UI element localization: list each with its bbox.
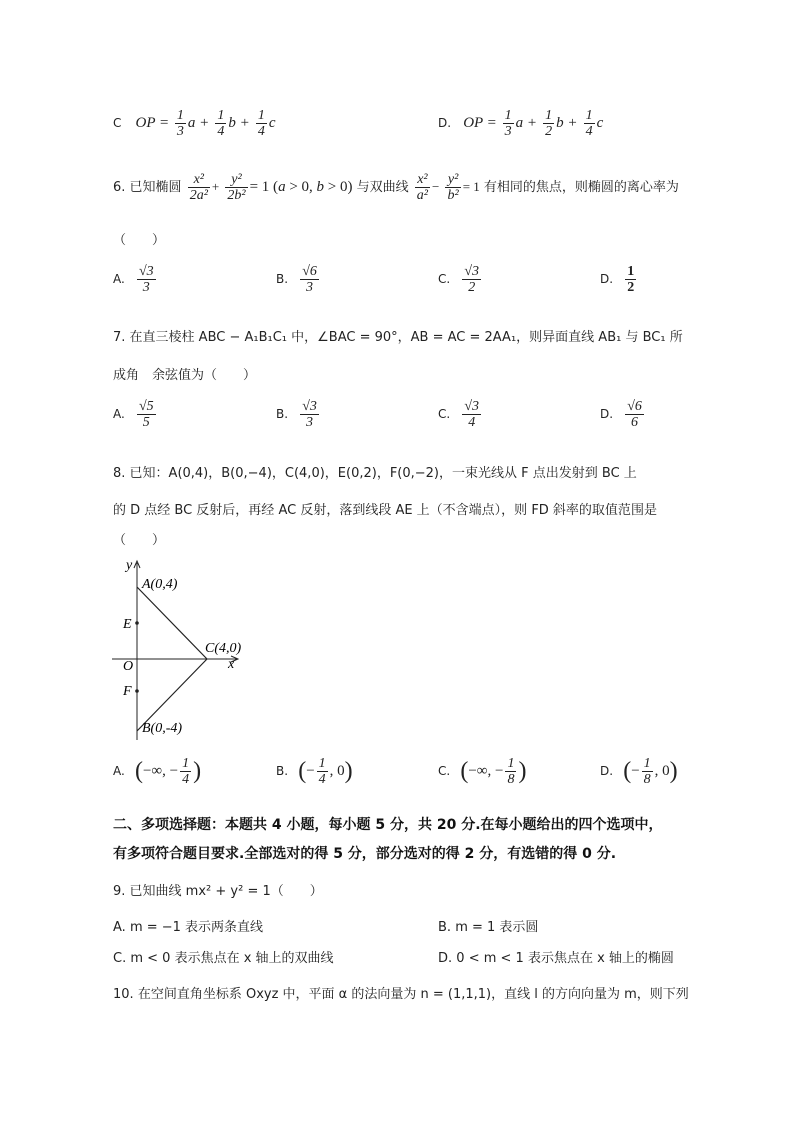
q7-option-b: B. $\frac{√3}{3}$ bbox=[276, 399, 317, 430]
segment-ac bbox=[137, 587, 207, 659]
q8-figure bbox=[112, 555, 252, 745]
q6-option-c: C. $\frac{√3}{2}$ bbox=[438, 264, 480, 295]
fraction: $\frac{1}{8}$ bbox=[643, 756, 651, 787]
fraction: $\frac{√3}{2}$ bbox=[464, 264, 480, 295]
answer-paren: （ ） bbox=[113, 233, 166, 248]
fraction: $\frac{\text{x²}}{\text{a²}}$ bbox=[416, 172, 428, 203]
section-heading-line2: 有多项符合题目要求.全部选对的得 5 分，部分选对的得 2 分，有选错的得 0 分. bbox=[113, 846, 617, 862]
q9-option-d: D. 0 < m < 1 表示焦点在 x 轴上的椭圆 bbox=[438, 951, 674, 966]
q7-option-d: D. $\frac{√6}{6}$ bbox=[600, 399, 642, 430]
q6-option-d: D. $\frac{1}{2}$ bbox=[600, 264, 635, 295]
fraction: $\frac{1}{4}$ bbox=[217, 108, 225, 139]
origin-label: O bbox=[123, 659, 134, 674]
q6-option-a: A. $\frac{√3}{3}$ bbox=[113, 264, 154, 295]
fraction: $\frac{√3}{3}$ bbox=[302, 399, 317, 430]
fraction: $\frac{\text{y²}}{\text{b²}}$ bbox=[447, 172, 459, 203]
section-heading-line1: 二、多项选择题：本题共 4 小题，每小题 5 分，共 20 分.在每小题给出的四个选项中， bbox=[113, 817, 663, 833]
answer-paren: （ ） bbox=[113, 533, 166, 548]
point-c-label: C(4,0) bbox=[205, 641, 242, 656]
q5-option-d: D. OP = $\frac{1}{3}$ a + $\frac{1}{2}$ b + $\frac{1}{4}$ c bbox=[438, 108, 604, 139]
q7-stem-line2: 成角 余弦值为（ ） bbox=[113, 368, 257, 383]
fraction: $\frac{√5}{5}$ bbox=[138, 399, 154, 430]
q9-stem: 9. 已知曲线 mx² + y² = 1（ ） bbox=[113, 884, 323, 899]
q7-stem-line1: 7. 在直三棱柱 ABC − A₁B₁C₁ 中，∠BAC = 90°，AB = AC = 2AA₁，则异面直线 AB₁ 与 BC₁ 所 bbox=[113, 330, 683, 345]
fraction: $\frac{√6}{6}$ bbox=[627, 399, 642, 430]
fraction: $\frac{1}{4}$ bbox=[585, 108, 593, 139]
fraction: $\frac{\text{x²}}{\text{2a²}}$ bbox=[189, 172, 208, 203]
point-a-label: A(0,4) bbox=[142, 577, 178, 592]
option-label: D. bbox=[438, 116, 452, 130]
question-number: 6. bbox=[113, 180, 126, 195]
q8-option-a: A. (−∞, − $\frac{1}{4}$ ) bbox=[113, 756, 202, 787]
vector-op: OP = bbox=[135, 115, 173, 131]
q10-stem: 10. 在空间直角坐标系 Oxyz 中，平面 α 的法向量为 n = (1,1,1)，直线 l 的方向向量为 m，则下列 bbox=[113, 987, 689, 1002]
fraction: $\frac{1}{4}$ bbox=[182, 756, 190, 787]
fraction: $\frac{1}{4}$ bbox=[318, 756, 326, 787]
q8-option-c: C. (−∞, − $\frac{1}{8}$ ) bbox=[438, 756, 527, 787]
question-number: 10. bbox=[113, 987, 134, 1002]
q8-stem-line1: 8. 已知：A(0,4)，B(0,−4)，C(4,0)，E(0,2)，F(0,−2)，一束光线从 F 点出发射到 BC 上 bbox=[113, 466, 637, 481]
q9-option-a: A. m = −1 表示两条直线 bbox=[113, 920, 264, 935]
point-f bbox=[135, 689, 139, 693]
q7-option-a: A. $\frac{√5}{5}$ bbox=[113, 399, 154, 430]
fraction: $\frac{√3}{4}$ bbox=[464, 399, 480, 430]
q9-option-b: B. m = 1 表示圆 bbox=[438, 920, 539, 935]
point-f-label: F bbox=[123, 684, 132, 699]
fraction: $\frac{√6}{3}$ bbox=[302, 264, 317, 295]
point-e-label: E bbox=[123, 617, 132, 632]
q6-option-b: B. $\frac{√6}{3}$ bbox=[276, 264, 317, 295]
q6-text-c: 有相同的焦点，则椭圆的离心率为 bbox=[483, 180, 679, 195]
fraction: $\frac{1}{2}$ bbox=[545, 108, 553, 139]
fraction: $\frac{1}{4}$ bbox=[257, 108, 265, 139]
point-b-label: B(0,-4) bbox=[142, 721, 183, 736]
q9-option-c: C. m < 0 表示焦点在 x 轴上的双曲线 bbox=[113, 951, 334, 966]
fraction: $\frac{1}{3}$ bbox=[504, 108, 512, 139]
q7-option-c: C. $\frac{√3}{4}$ bbox=[438, 399, 480, 430]
q8-option-d: D. (− $\frac{1}{8}$ , 0) bbox=[600, 756, 678, 787]
fraction: $\frac{1}{3}$ bbox=[176, 108, 184, 139]
x-axis-label: x bbox=[228, 657, 235, 672]
q8-stem-line2: 的 D 点经 BC 反射后，再经 AC 反射，落到线段 AE 上（不含端点），则 FD 斜率的取值范围是 bbox=[113, 503, 657, 518]
q6-stem: 6. 已知椭圆 $\frac{\text{x²}}{\text{2a²}}$ + $\frac{\text{y²}}{\text{2b²}}$ = 1 (a > 0, b > 0) 与双曲线 $\frac{\text{x²}}{\text{a²}}$ − $\frac{\text{y²}}{\text{b²}}$ = 1 有相同的焦点，则椭圆的离心率为 bbox=[113, 172, 679, 203]
question-number: 8. bbox=[113, 466, 126, 481]
q8-option-b: B. (− $\frac{1}{4}$ , 0) bbox=[276, 756, 353, 787]
question-number: 7. bbox=[113, 330, 126, 345]
q6-text-a: 已知椭圆 bbox=[129, 180, 182, 195]
y-axis-label: y bbox=[126, 558, 133, 573]
q5-option-c: C OP = $\frac{1}{3}$ a + $\frac{1}{4}$ b + $\frac{1}{4}$ c bbox=[113, 108, 276, 139]
fraction: $\frac{1}{8}$ bbox=[507, 756, 515, 787]
fraction: $\frac{√3}{3}$ bbox=[138, 264, 154, 295]
option-label: C bbox=[113, 116, 122, 130]
fraction: $\frac{\text{y²}}{\text{2b²}}$ bbox=[227, 172, 246, 203]
question-number: 9. bbox=[113, 884, 126, 899]
fraction: $\frac{1}{2}$ bbox=[627, 264, 635, 295]
q6-text-b: 与双曲线 bbox=[356, 180, 409, 195]
point-e bbox=[135, 621, 139, 625]
